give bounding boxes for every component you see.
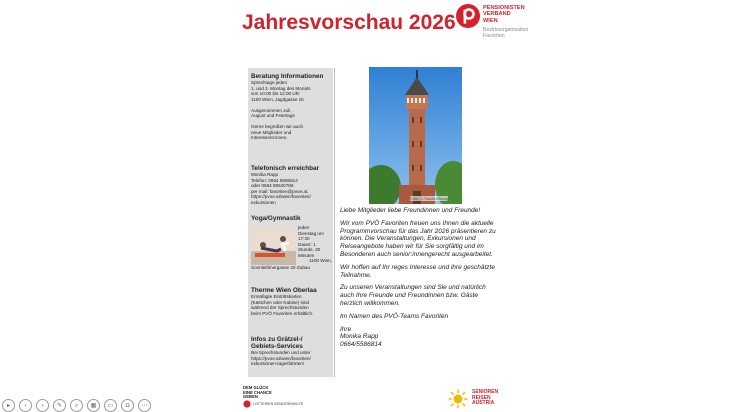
subtitles-icon[interactable]: ▭ xyxy=(104,399,117,412)
infos-text: Bei Sprechstunden und unter https://pvoe.at/wien/favoriten/ exkursionen-tagesfahrten/ xyxy=(251,350,333,367)
beratung-section xyxy=(251,73,331,141)
page-title: Jahresvorschau 2026 xyxy=(242,11,456,34)
infos-link[interactable]: https://pvoe.at/wien/favoriten/ xyxy=(251,355,311,361)
yoga-heading-wrap xyxy=(251,215,301,222)
telefon-text: Monika Rapp Telefon: 0664 5586814 oder 0664 88540786 per mail: favoriten@pvoe.at, https://pvoe.at/wien/favoriten/ exkursionen xyxy=(251,172,331,205)
grid-icon[interactable]: ▦ xyxy=(87,399,100,412)
next-icon[interactable]: › xyxy=(36,399,49,412)
yoga-heading: Yoga/Gymnastik xyxy=(251,215,301,222)
yoga-text: jeden Dienstag um 17:30 Dauer: 1 Stunde, 30 Minuten 1100 Wien, xyxy=(298,225,332,263)
lotterien-logo-icon xyxy=(243,400,251,408)
paragraph-team: Im Namen des PVÖ-Teams Favoriten xyxy=(340,312,449,320)
lotterien-slogan: DEM GLÜCK EINE CHANCE GEBEN xyxy=(243,385,272,400)
paragraph-intro: Wir vom PVÖ Favoriten freuen uns Ihnen die aktuelle Programmvorschau für das Jahr 2026 präsentieren zu können. Die Veranstaltungen, Exkursionen und Reiseangebote haben wir für Sie sorgfältig und im Besonderen auch senior:innengerecht ausgearbeitet. xyxy=(340,219,496,258)
senioren-reisen-logo: SENIOREN REISEN AUSTRIA xyxy=(472,389,499,407)
telefon-section xyxy=(251,165,331,205)
infos-heading: Infos zu Grätzel-/ Gebiets-Services xyxy=(251,336,303,351)
beratung-text: Sprechtage jeden 1. und 3. Montag des Monats von 10:00 bis 12:00 Uhr 1100 Wien, Jagdgasse 1b Ausgenommen Juli , August und Feiertage Gerne begrüßen wir auch neue Mitglieder und Interessent:innen. xyxy=(251,80,311,141)
pen-icon[interactable]: ✎ xyxy=(53,399,66,412)
lotterien-name: LOTTERIEN SENIORENHILFE xyxy=(253,402,304,406)
camera-icon[interactable]: ◘ xyxy=(121,399,134,412)
greeting: Liebe Mitglieder liebe Freundinnen und Freunde! xyxy=(340,207,481,214)
zoom-icon[interactable]: ⌕ xyxy=(70,399,83,412)
photo-credit: Foto: C.Stadler/Bwag xyxy=(410,196,449,201)
yoga-photo xyxy=(251,227,296,265)
beratung-heading: Beratung Informationen xyxy=(251,73,324,80)
column-divider xyxy=(334,68,335,377)
presenter-toolbar xyxy=(2,399,151,412)
infos-section xyxy=(251,336,333,367)
telefon-heading: Telefonisch erreichbar xyxy=(251,165,320,172)
signature-block: Ihre Monika Rapp 0664/5586814 xyxy=(340,325,382,349)
paragraph-welcome: Zu unseren Veranstaltungen sind Sie und natürlich auch Ihre Freunde und Freundinnen bzw. Gäste herzlich willkommen. xyxy=(340,284,486,307)
yoga-address: Sonnleithnergasse 32-Zubau xyxy=(251,265,310,270)
sun-icon xyxy=(448,389,468,409)
therme-section xyxy=(251,287,333,316)
main-letter xyxy=(340,207,500,349)
previous-icon[interactable]: ‹ xyxy=(19,399,32,412)
logo-subtitle: Bezirksorganisation Favoriten xyxy=(483,27,529,40)
more-icon[interactable]: ⋯ xyxy=(138,399,151,412)
paragraph-hope: Wir hoffen auf Ihr reges Interesse und ihre geschätzte Teilnahme. xyxy=(340,263,495,279)
therme-text: Ermäßigte Eintrittskarten (Kästchen oder Kabine) sind während der Sprechstunden beim PVÖ Favoriten erhältlich. xyxy=(251,294,314,316)
water-tower-photo xyxy=(369,67,462,204)
logo-wordmark: PENSIONISTEN VERBAND WIEN xyxy=(483,5,525,24)
website-link[interactable]: https://pvoe.at/wien/favoriten/ xyxy=(251,194,311,200)
play-icon[interactable]: ▸ xyxy=(2,399,15,412)
therme-heading: Therme Wien Oberlaa xyxy=(251,287,317,294)
